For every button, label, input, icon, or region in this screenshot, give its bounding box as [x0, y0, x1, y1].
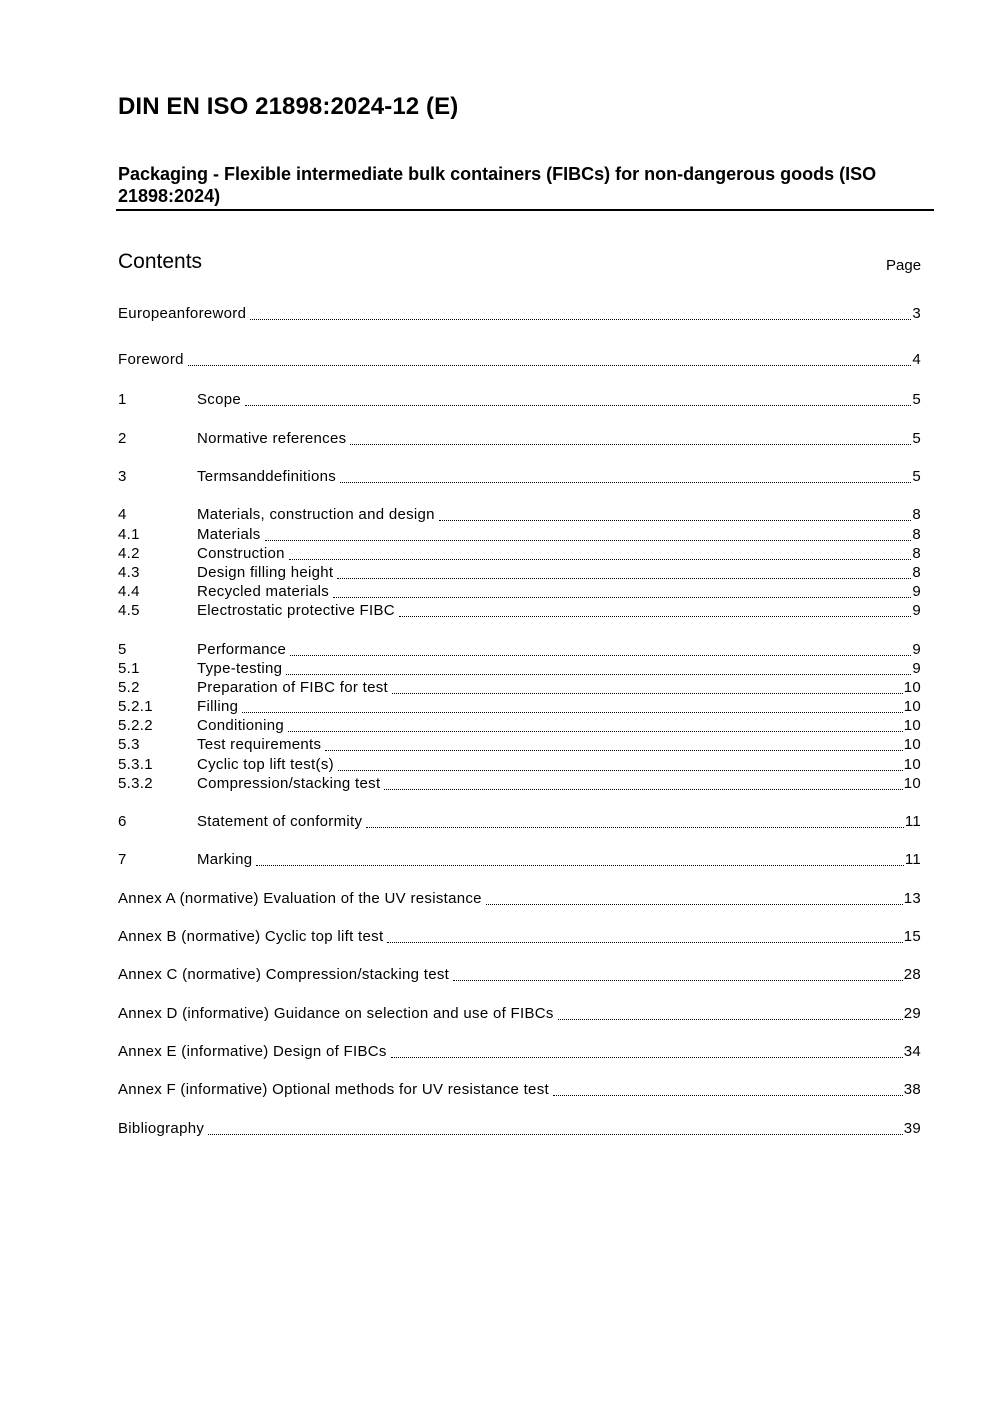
toc-entry[interactable]: [118, 813, 921, 833]
toc-entry-title: Filling: [197, 698, 239, 715]
toc-entry-number: 5.3.2: [118, 775, 153, 792]
toc-entry-page: 9: [912, 660, 921, 677]
toc-dot-leader: [325, 749, 902, 751]
toc-entry-number: 5.3: [118, 736, 140, 753]
toc-entry-title: Design filling height: [197, 564, 334, 581]
toc-entry-number: 5.2: [118, 679, 140, 696]
toc-entry[interactable]: [118, 351, 921, 371]
toc-entry[interactable]: [118, 564, 921, 584]
toc-entry-number: 4.4: [118, 583, 140, 600]
toc-entry-title: Annex D (informative) Guidance on selection and use of FIBCs: [118, 1005, 554, 1022]
toc-dot-leader: [558, 1018, 903, 1020]
toc-dot-leader: [245, 404, 911, 406]
toc-entry-title: Termsanddefinitions: [197, 468, 337, 485]
toc-entry-title: Preparation of FIBC for test: [197, 679, 388, 696]
toc-entry-title: Bibliography: [118, 1120, 205, 1137]
toc-entry[interactable]: [118, 1120, 921, 1140]
toc-dot-leader: [290, 654, 911, 656]
toc-entry-page: 11: [904, 813, 921, 830]
toc-dot-leader: [387, 941, 902, 943]
toc-entry[interactable]: [118, 430, 921, 450]
toc-entry-page: 3: [912, 305, 921, 322]
toc-entry-page: 34: [903, 1043, 921, 1060]
toc-entry-number: 1: [118, 391, 127, 408]
toc-entry-number: 6: [118, 813, 127, 830]
toc-dot-leader: [256, 864, 903, 866]
toc-entry[interactable]: [118, 641, 921, 661]
toc-entry-title: Annex A (normative) Evaluation of the UV resistance: [118, 890, 482, 907]
toc-entry-page: 39: [903, 1120, 921, 1137]
toc-dot-leader: [337, 577, 911, 579]
toc-entry-number: 4.2: [118, 545, 140, 562]
toc-entry-number: 4.3: [118, 564, 140, 581]
toc-entry-page: 5: [912, 468, 921, 485]
toc-dot-leader: [391, 1056, 903, 1058]
toc-entry[interactable]: [118, 890, 921, 910]
toc-entry-number: 4: [118, 506, 127, 523]
toc-dot-leader: [286, 673, 911, 675]
toc-entry-number: 5.3.1: [118, 756, 153, 773]
toc-entry[interactable]: [118, 928, 921, 948]
toc-entry-title: Foreword: [118, 351, 184, 368]
toc-dot-leader: [288, 730, 903, 732]
toc-entry-title: Recycled materials: [197, 583, 330, 600]
toc-entry-title: Annex C (normative) Compression/stacking test: [118, 966, 450, 983]
toc-entry[interactable]: [118, 1043, 921, 1063]
toc-entry-title: Test requirements: [197, 736, 322, 753]
toc-dot-leader: [453, 979, 903, 981]
toc-entry-number: 4.5: [118, 602, 140, 619]
toc-entry-title: Scope: [197, 391, 242, 408]
toc-entry-number: 2: [118, 430, 127, 447]
toc-entry-title: Annex E (informative) Design of FIBCs: [118, 1043, 387, 1060]
toc-entry-page: 8: [912, 526, 921, 543]
toc-dot-leader: [188, 364, 912, 366]
document-title: Packaging - Flexible intermediate bulk containers (FIBCs) for non-dangerous goods (ISO 21898:2024): [118, 164, 877, 206]
toc-dot-leader: [350, 443, 911, 445]
toc-entry-page: 10: [903, 736, 921, 753]
toc-entry[interactable]: [118, 660, 921, 680]
toc-entry[interactable]: [118, 391, 921, 411]
toc-entry[interactable]: [118, 468, 921, 488]
toc-dot-leader: [265, 539, 912, 541]
toc-entry-title: Materials: [197, 526, 261, 543]
toc-dot-leader: [384, 788, 902, 790]
toc-entry-page: 5: [912, 430, 921, 447]
toc-entry-page: 10: [903, 756, 921, 773]
toc-entry-title: Conditioning: [197, 717, 284, 734]
toc-dot-leader: [250, 318, 911, 320]
toc-entry-page: 8: [912, 545, 921, 562]
toc-entry[interactable]: [118, 602, 921, 622]
toc-dot-leader: [392, 692, 903, 694]
toc-entry-page: 10: [903, 775, 921, 792]
toc-entry-number: 5.2.2: [118, 717, 153, 734]
toc-dot-leader: [208, 1133, 903, 1135]
toc-entry-page: 10: [903, 679, 921, 696]
toc-entry-number: 5.1: [118, 660, 140, 677]
toc-dot-leader: [486, 903, 903, 905]
toc-entry-number: 7: [118, 851, 127, 868]
toc-entry[interactable]: [118, 756, 921, 776]
toc-entry-page: 15: [903, 928, 921, 945]
toc-entry[interactable]: [118, 966, 921, 986]
toc-entry-number: 3: [118, 468, 127, 485]
toc-dot-leader: [399, 615, 911, 617]
toc-entry-page: 9: [912, 583, 921, 600]
toc-entry[interactable]: [118, 1005, 921, 1025]
toc-entry[interactable]: [118, 506, 921, 526]
toc-entry-page: 9: [912, 602, 921, 619]
toc-entry-title: Construction: [197, 545, 285, 562]
toc-entry-page: 10: [903, 698, 921, 715]
toc-entry-number: 5: [118, 641, 127, 658]
toc-entry[interactable]: [118, 736, 921, 756]
toc-entry-title: Annex F (informative) Optional methods for UV resistance test: [118, 1081, 549, 1098]
toc-dot-leader: [289, 558, 912, 560]
toc-entry-page: 5: [912, 391, 921, 408]
toc-entry-title: Statement of conformity: [197, 813, 363, 830]
page-column-heading: Page: [886, 257, 922, 274]
toc-entry[interactable]: [118, 698, 921, 718]
toc-entry-number: 4.1: [118, 526, 140, 543]
title-divider: [116, 209, 934, 211]
toc-dot-leader: [439, 519, 912, 521]
contents-heading: Contents: [118, 250, 203, 273]
toc-entry-page: 29: [903, 1005, 921, 1022]
toc-entry-page: 10: [903, 717, 921, 734]
toc-entry[interactable]: [118, 717, 921, 737]
toc-entry-page: 4: [912, 351, 921, 368]
toc-entry[interactable]: [118, 305, 921, 325]
toc-entry-title: Materials, construction and design: [197, 506, 435, 523]
toc-entry-title: Electrostatic protective FIBC: [197, 602, 395, 619]
toc-entry-page: 9: [912, 641, 921, 658]
toc-entry-title: Cyclic top lift test(s): [197, 756, 334, 773]
toc-entry-title: Compression/stacking test: [197, 775, 381, 792]
toc-entry-title: Type-testing: [197, 660, 283, 677]
document-id: DIN EN ISO 21898:2024-12 (E): [118, 93, 459, 120]
toc-dot-leader: [366, 826, 904, 828]
toc-entry[interactable]: [118, 545, 921, 565]
toc-entry-page: 28: [903, 966, 921, 983]
toc-entry[interactable]: [118, 583, 921, 603]
toc-entry-page: 8: [912, 506, 921, 523]
toc-entry[interactable]: [118, 1081, 921, 1101]
toc-entry-title: Performance: [197, 641, 287, 658]
toc-entry-number: 5.2.1: [118, 698, 153, 715]
toc-entry[interactable]: [118, 775, 921, 795]
toc-entry-title: Normative references: [197, 430, 347, 447]
toc-entry[interactable]: [118, 526, 921, 546]
toc-entry-title: Annex B (normative) Cyclic top lift test: [118, 928, 384, 945]
toc-entry[interactable]: [118, 679, 921, 699]
toc-dot-leader: [338, 769, 903, 771]
toc-entry-page: 11: [904, 851, 921, 868]
toc-dot-leader: [333, 596, 911, 598]
toc-dot-leader: [340, 481, 911, 483]
toc-entry-page: 38: [903, 1081, 921, 1098]
toc-entry-page: 8: [912, 564, 921, 581]
toc-dot-leader: [553, 1094, 903, 1096]
toc-entry-page: 13: [903, 890, 921, 907]
toc-entry-title: Europeanforeword: [118, 305, 247, 322]
toc-dot-leader: [242, 711, 902, 713]
toc-entry-title: Marking: [197, 851, 253, 868]
toc-entry[interactable]: [118, 851, 921, 871]
